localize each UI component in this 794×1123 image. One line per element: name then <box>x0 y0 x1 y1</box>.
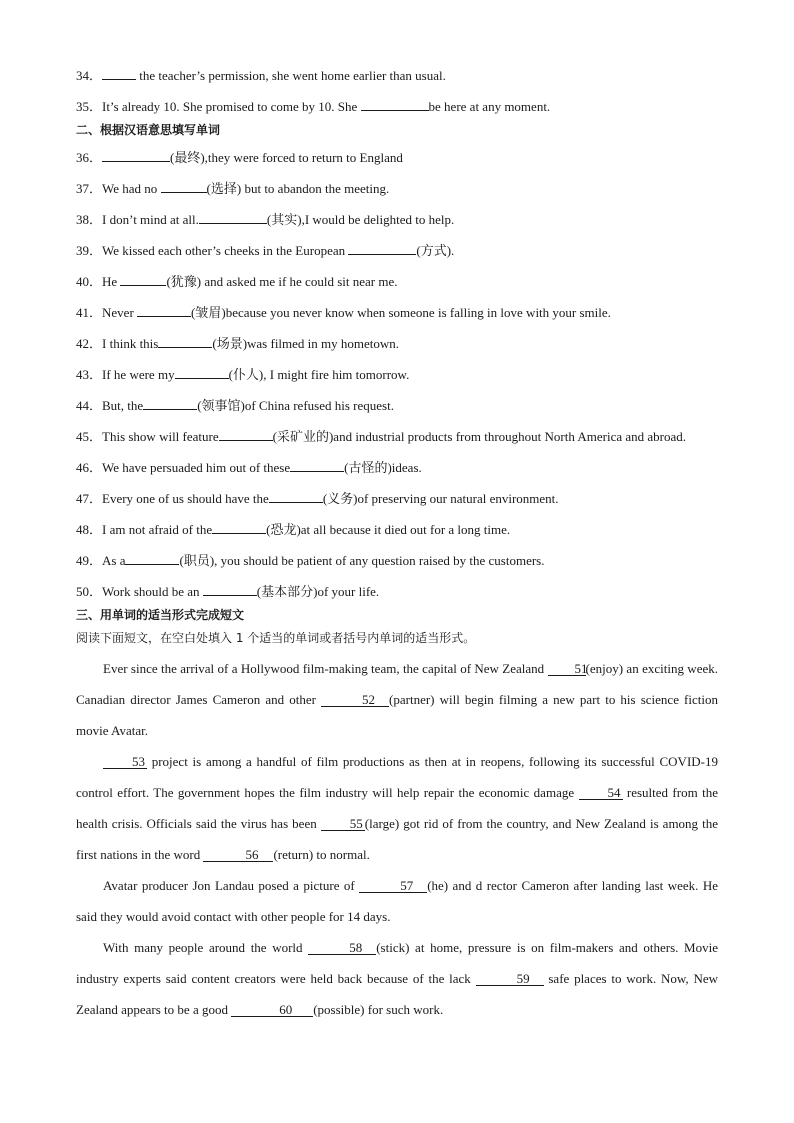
question-39 <box>76 235 718 266</box>
question-number: 35． <box>76 99 103 114</box>
passage-text: resulted from the health crisis. Officials said the virus has been <box>76 785 718 831</box>
gap-57[interactable]: 57 <box>359 879 427 893</box>
question-number: 41． <box>76 305 103 320</box>
answer-blank[interactable] <box>175 367 229 379</box>
question-text: (选择) but to abandon the meeting. <box>206 181 390 196</box>
answer-blank[interactable] <box>290 460 344 472</box>
question-text: (古怪的)ideas. <box>344 460 422 475</box>
question-47 <box>76 483 718 514</box>
passage-text: safe places to work. Now, New Zealand appears to be a good <box>76 971 718 1017</box>
passage-text: (he) and d rector Cameron after landing last week. He said they would avoid contact with other people for 14 days. <box>76 878 718 924</box>
question-text: (采矿业的)and industrial products from throughout North America and abroad. <box>272 429 687 444</box>
question-46 <box>76 452 718 483</box>
question-text: (方式). <box>416 243 455 258</box>
passage-text: (stick) at home, pressure is on film-makers and others. Movie industry experts said content creators were held back because of the lack <box>76 940 718 986</box>
question-number: 43． <box>76 367 103 382</box>
passage-text: (return) to normal. <box>273 847 370 862</box>
passage-text: Ever since the arrival of a Hollywood film-making team, the capital of New Zealand <box>103 661 548 676</box>
passage-text: With many people around the world <box>103 940 309 955</box>
question-43 <box>76 359 718 390</box>
question-number: 36． <box>76 150 103 165</box>
question-37 <box>76 173 718 204</box>
passage-paragraph-4 <box>76 932 718 1025</box>
question-text: If he were my <box>102 367 175 382</box>
question-41 <box>76 297 718 328</box>
question-text: As a <box>102 553 126 568</box>
question-number: 40． <box>76 274 103 289</box>
passage-text: (large) got rid of from the country, and New Zealand is among the first nations in the word <box>76 816 718 862</box>
answer-blank[interactable] <box>348 243 416 255</box>
question-number: 48． <box>76 522 103 537</box>
question-text: be here at any moment. <box>428 99 551 114</box>
question-text: (犹豫) and asked me if he could sit near me. <box>166 274 398 289</box>
answer-blank[interactable] <box>102 150 170 162</box>
question-number: 47． <box>76 491 103 506</box>
question-number: 45． <box>76 429 103 444</box>
answer-blank[interactable] <box>269 491 323 503</box>
question-number: 42． <box>76 336 103 351</box>
question-number: 38． <box>76 212 103 227</box>
question-36 <box>76 142 718 173</box>
question-text: Never <box>102 305 138 320</box>
passage-paragraph-3 <box>76 870 718 932</box>
passage-text: (enjoy) an exciting week. Canadian director James Cameron and other <box>76 661 718 707</box>
passage-text: project is among a handful of film productions as then at in reopens, following its successful COVID-19 control effort. The government hopes the film industry will help repair the economic damage <box>76 754 718 800</box>
question-text: Every one of us should have the <box>102 491 269 506</box>
question-48 <box>76 514 718 545</box>
question-text: He <box>102 274 121 289</box>
question-number: 39． <box>76 243 103 258</box>
answer-blank[interactable] <box>137 305 191 317</box>
gap-53[interactable]: 53 <box>103 755 147 769</box>
section-3-heading: 三、用单词的适当形式完成短文 <box>76 608 245 622</box>
passage-text: Avatar producer Jon Landau posed a picture of <box>103 878 360 893</box>
section-3-instruction: 阅读下面短文，在空白处填入 1 个适当的单词或者括号内单词的适当形式。 <box>76 631 476 645</box>
question-text: We had no <box>102 181 161 196</box>
question-text: (场景)was filmed in my hometown. <box>212 336 400 351</box>
question-text: (基本部分)of your life. <box>256 584 380 599</box>
answer-blank[interactable] <box>158 336 212 348</box>
question-45 <box>76 421 718 452</box>
question-number: 34． <box>76 68 103 83</box>
question-text: (皱眉)because you never know when someone is falling in love with your smile. <box>191 305 611 320</box>
answer-blank[interactable] <box>143 398 197 410</box>
question-text: It’s already 10. She promised to come by 10. She <box>102 99 361 114</box>
gap-51[interactable]: 51 <box>548 662 586 676</box>
passage-paragraph-2 <box>76 746 718 870</box>
question-38 <box>76 204 718 235</box>
worksheet-page <box>76 60 718 1025</box>
question-number: 44． <box>76 398 103 413</box>
question-text: (最终),they were forced to return to England <box>170 150 403 165</box>
question-49 <box>76 545 718 576</box>
section-2-heading: 二、根据汉语意思填写单词 <box>76 123 221 137</box>
question-34 <box>76 60 718 91</box>
question-44 <box>76 390 718 421</box>
answer-blank[interactable] <box>361 99 429 111</box>
question-text: (其实),I would be delighted to help. <box>266 212 455 227</box>
question-text: (义务)of preserving our natural environment. <box>322 491 559 506</box>
gap-58[interactable]: 58 <box>308 941 376 955</box>
question-42 <box>76 328 718 359</box>
question-text: Work should be an <box>102 584 203 599</box>
answer-blank[interactable] <box>125 553 179 565</box>
question-text: I think this <box>102 336 159 351</box>
question-text: (仆人), I might fire him tomorrow. <box>228 367 410 382</box>
gap-56[interactable]: 56 <box>203 848 273 862</box>
question-text: We kissed each other’s cheeks in the European <box>102 243 349 258</box>
question-text: (恐龙)at all because it died out for a long time. <box>266 522 511 537</box>
answer-blank[interactable] <box>102 68 136 80</box>
passage-paragraph-1 <box>76 653 718 746</box>
answer-blank[interactable] <box>161 181 207 193</box>
question-text: I am not afraid of the <box>102 522 213 537</box>
answer-blank[interactable] <box>219 429 273 441</box>
question-text: I don’t mind at all. <box>102 212 199 227</box>
gap-52[interactable]: 52 <box>321 693 389 707</box>
question-text: the teacher’s permission, she went home earlier than usual. <box>136 68 446 83</box>
passage-text: (possible) for such work. <box>313 1002 444 1017</box>
question-text: This show will feature <box>102 429 219 444</box>
gap-60[interactable]: 60 <box>231 1003 313 1017</box>
gap-55[interactable]: 55 <box>321 817 365 831</box>
passage-text: (partner) will begin filming a new part to his science fiction movie Avatar. <box>76 692 718 738</box>
question-number: 37． <box>76 181 103 196</box>
question-text: (职员), you should be patient of any question raised by the customers. <box>179 553 545 568</box>
question-number: 50． <box>76 584 103 599</box>
answer-blank[interactable] <box>199 212 267 224</box>
question-text: We have persuaded him out of these <box>102 460 291 475</box>
answer-blank[interactable] <box>203 584 257 596</box>
gap-54[interactable]: 54 <box>579 786 623 800</box>
gap-59[interactable]: 59 <box>476 972 544 986</box>
question-40 <box>76 266 718 297</box>
question-number: 46． <box>76 460 103 475</box>
question-number: 49． <box>76 553 103 568</box>
question-text: But, the <box>102 398 144 413</box>
question-text: (领事馆)of China refused his request. <box>197 398 394 413</box>
answer-blank[interactable] <box>120 274 166 286</box>
answer-blank[interactable] <box>212 522 266 534</box>
